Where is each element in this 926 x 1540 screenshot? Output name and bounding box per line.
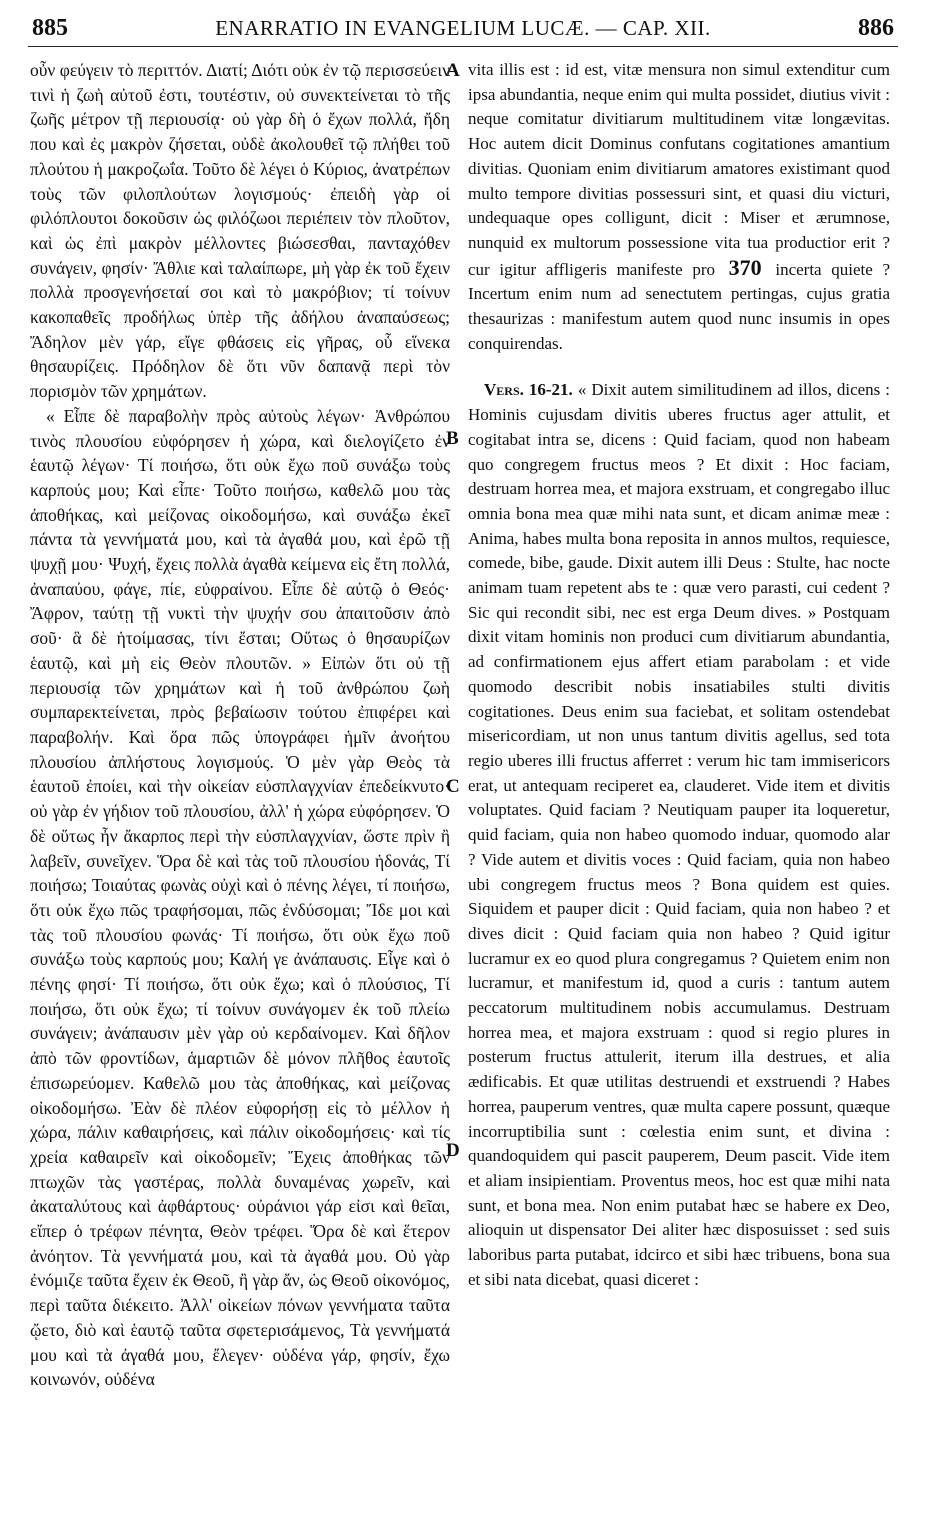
section-marker-d: D <box>446 1140 460 1161</box>
page-number-left: 885 <box>32 15 68 41</box>
greek-column <box>30 58 450 1392</box>
section-marker-b: B <box>446 428 459 449</box>
greek-paragraph-2: « Εἶπε δὲ παραβολὴν πρὸς αὐτοὺς λέγων· Ἀνθρώπου τινὸς πλουσίου εὐφόρησεν ἡ χώρα, καὶ διελογίζετο ἐν ἑαυτῷ λέγων· Τί ποιήσω, ὅτι οὐκ ἔχω ποῦ συνάξω τοὺς καρπούς μου; Καὶ εἶπε· Τοῦτο ποιήσω, καθελῶ μου τὰς ἀποθήκας, καὶ μείζονας οἰκοδομήσω, καὶ συνάξω ἐκεῖ πάντα τὰ γεννήματά μου, καὶ τὰ ἀγαθά μου, καὶ ἐρῶ τῇ ψυχῇ μου· Ψυχή, ἔχεις πολλὰ ἀγαθὰ κείμενα εἰς ἔτη πολλά, ἀναπαύου, φάγε, πίε, εὐφραίνου. Εἶπε δὲ αὐτῷ ὁ Θεός· Ἄφρον, ταύτῃ τῇ νυκτὶ τὴν ψυχήν σου ἀπαιτοῦσιν ἀπὸ σοῦ· ἃ δὲ ἡτοίμασας, τίνι ἔσται; Οὕτως ὁ θησαυρίζων ἑαυτῷ, καὶ μὴ εἰς Θεὸν πλουτῶν. » Εἰπὼν ὅτι οὐ τῇ περιουσίᾳ τῶν χρημάτων καὶ ἡ τοῦ ἀνθρώπου ζωὴ συμπαρεκτείνεται, πρὸς βεβαίωσιν τούτου ἐπιφέρει καὶ παραβολήν. Καὶ ὅρα πῶς ὑπογράφει ἡμῖν ἀνοήτου πλουσίου ἀπλήστους λογισμούς. Ὁ μὲν γὰρ Θεὸς τὰ ἑαυτοῦ ἐποίει, καὶ τὴν οἰκείαν εὐσπλαγχνίαν ἐπεδείκνυτο· οὐ γὰρ ἐν γήδιον τοῦ πλουσίου, ἀλλ' ἡ χώρα εὐφόρησεν. Ὁ δὲ οὕτως ἦν ἄκαρπος περὶ τὴν εὐσπλαγχνίαν, ὥστε πρὶν ἢ λαβεῖν, συνεῖχεν. Ὅρα δὲ καὶ τὰς τοῦ πλουσίου ἡδονάς, Τί ποιήσω; Τοιαύτας φωνὰς οὐχὶ καὶ ὁ πένης λέγει, τί ποιήσω, ὅτι οὐκ ἔχω πῶς τραφήσομαι, πῶς ἐνδύσομαι; Ἴδε μοι καὶ τὰς τοῦ πλουσίου φωνάς· Τί ποιήσω, ὅτι οὐκ ἔχω ποῦ συνάξω τοὺς καρπούς μου; Καλή γε ἀνάπαυσις. Εἶγε καὶ ὁ πένης φησί· Τί ποιήσω, ὅτι οὐκ ἔχω; καὶ ὁ πλούσιος, Τί ποιήσω, ὅτι οὐκ ἔχω; τί τοίνυν συνάγομεν ἐκ τοῦ πλείω συνάγειν; ἀνάπαυσιν μὲν γὰρ οὐ κερδαίνομεν. Καὶ δῆλον ἀπὸ τῶν φροντίδων, ἁμαρτιῶν δὲ μόνον πλῆθος ἑαυτοῖς ἐπισωρεύομεν. Καθελῶ μου τὰς ἀποθήκας, καὶ μείζονας οἰκοδομήσω. Ἐὰν δὲ πλέον εὐφορήσῃ εἰς τὸ μέλλον ἡ χώρα, πάλιν καθαιρήσεις, καὶ πάλιν οἰκοδομήσεις· καὶ τίς χρεία καθαιρεῖν καὶ οἰκοδομεῖν; Ἔχεις ἀποθήκας τῶν πτωχῶν τὰς γαστέρας, πολλὰ δυναμένας χωρεῖν, καὶ ἀκαταλύτους καὶ ἀφθάρτους· οὐράνιοι γάρ εἰσι καὶ θεῖαι, εἴπερ ὁ τρέφων πένητα, Θεὸν τρέφει. Ὅρα δὲ καὶ ἕτερον ἀνόητον. Τὰ γεννήματά μου, καὶ τὰ ἀγαθά μου. Οὐ γὰρ ἐνόμιζε ταῦτα ἔχειν ἐκ Θεοῦ, ἢ γὰρ ἄν, ὡς Θεοῦ οἰκονόμος, περὶ ταῦτα διέκειτο. Ἀλλ' οἰκείων πόνων γεννήματα ταῦτα ᾤετο, διὸ καὶ ἑαυτῷ ταῦτα σφετερισάμενος, Τὰ γεννήματά μου καὶ τὰ ἀγαθά μου, ἔλεγεν· οὐδένα γάρ, φησίν, ἔχω κοινωνόν, οὐδένα <box>30 405 450 1390</box>
latin-paragraph-2-text: « Dixit autem similitudinem ad illos, dicens : Hominis cujusdam divitis uberes fructus ager attulit, et cogitabat intra se, dicens : Quid faciam, quod non habeam quo congregem fructus meos ? Et dixit : Hoc faciam, destruam horrea mea, et majora exstruam, et congregabo illuc omnia bona mea quæ mihi nata sunt, et dicam animæ meæ : Anima, habes multa bona reposita in annos multos, requiesce, comede, bibe, gaude. Dixit autem illi Deus : Stulte, hac nocte animam tuam repetent abs te : quæ vero parasti, cui cedent ? Sic qui recondit sibi, nec est erga Deum dives. » Postquam dixit vitam hominis non produci cum divitiarum abundantia, ad confirmationem ejus affert etiam parabolam : et vide quomodo describit nobis insatiabiles stulti divitis cogitationes. Deus enim sua faciebat, et solitam ostendebat misericordiam, ut non unus tantum divitis agellus, sed tota regio uberes illi fructus afferret : verum hic tam immisericors erat, ut antequam reciperet ea, clauderet. Vide item et divitis voluptates. Quid faciam ? Neutiquam pauper ita loqueretur, quid faciam, quia non habeo quomodo induar, quomodo alar ? Vide autem et divitis voces : Quid faciam, quia non habeo ubi congregem fructus meos ? Bona quidem est quies. Siquidem et pauper dicit : Quid faciam, quia non habeo ? et dives dicit : Quid faciam quia non habeo ? Quid igitur lucramur ex eo quod plura congregamus ? Quietem enim non lucramur, et manifestum id, quod a curis : tantum autem peccatorum multitudinem nobis accumulamus. Destruam horrea mea, et majora exstruam : quod si regio plures in posterum fructus attulerit, iterum illa destrues, et alia ædificabis. Et quæ utilitas destruendi et exstruendi ? Habes horrea, pauperum ventres, quæ multa capere possunt, quæque incorruptibilia sunt : cœlestia enim sunt, et divina : quandoquidem qui pascit pauperem, Deum pascit. Vide item et aliam insipientiam. Proventus meos, hoc est quæ mihi nata sunt, et bona mea. Non enim putabat hæc se habere ex Deo, alioquin ut dispensator Dei aliter hæc disposuisset : sed suis laboribus parta putabat, idcirco et sibi hæc tribuens, bona sua et sibi nata dicebat, quasi diceret : <box>468 380 890 1289</box>
section-marker-a: A <box>446 60 460 81</box>
page-header <box>28 6 898 47</box>
latin-paragraph-1b: incerta quiete ? Incertum enim num ad senectutem pertingas, cujus gratia thesaurizas : manifestum autem quod nunc insumis in opes conquirendas. <box>468 259 891 353</box>
running-title: ENARRATIO IN EVANGELIUM LUCÆ. — CAP. XII. <box>215 16 711 40</box>
greek-paragraph-1: οὖν φεύγειν τὸ περιττόν. Διατί; Διότι οὐκ ἐν τῷ περισσεύειν τινὶ ἡ ζωὴ αὐτοῦ ἐστι, τουτέστιν, οὐ συνεκτείνεται τὸ τῆς ζωῆς μέτρον τῇ περιουσίᾳ· οὐ γὰρ δὴ ὁ ἔχων πολλά, ἤδη που καὶ ἐς μακρὸν ζήσεται, οὐδὲ ἀκολουθεῖ τῷ πλήθει τοῦ πλούτου ἡ μακροζωΐα. Τοῦτο δὲ λέγει ὁ Κύριος, ἀνατρέπων τοὺς τῶν φιλοπλούτων λογισμούς· ἐπειδὴ γὰρ οἱ φιλόπλουτοι δοκοῦσιν ὡς φιλόζωοι περιέπειν τὸν πλοῦτον, καὶ ὡς ἐπὶ μακρὸν μέλλοντες βιώσεσθαι, πανταχόθεν συνάγειν, φησίν· Ἄθλιε καὶ ταλαίπωρε, μὴ γὰρ ἐκ τοῦ ἔχειν πολλὰ προσγενήσεταί σοι καὶ τὸ μακρόβιον; τί τοίνυν κακοπαθεῖς προδήλως ὑπὲρ τῆς ἀδήλου ἀναπαύσεως; Ἄδηλον μὲν γάρ, εἴγε φθάσεις εἰς γῆρας, οὗ εἵνεκα θησαυρίζεις. Πρόδηλον δὲ ὅτι νῦν δαπανᾷ περὶ τὸν πορισμὸν τῶν χρημάτων. <box>30 60 450 402</box>
latin-paragraph-1a: vita illis est : id est, vitæ mensura non simul extenditur cum ipsa abundantia, neque enim qui multa possidet, diutius vivit : neque comitatur divitiarum multitudinem vitæ longævitas. Hoc autem dicit Dominus confutans cogitationes amantium divitias. Quoniam enim divitiarum amatores existimant quod multo tempore divitias possessuri sint, et quasi diu victuri, undequaque opes colligunt, dicit : Miser et ærumnose, nunquid ex multorum possessione vita tua productior erit ? cur igitur affligeris manifeste pro <box>468 60 890 279</box>
latin-column <box>468 58 890 1292</box>
section-marker-c: C <box>446 776 460 797</box>
page-number-right: 886 <box>858 15 894 41</box>
latin-paragraph-2 <box>468 378 890 1292</box>
column-number: 370 <box>728 254 762 280</box>
latin-paragraph-1 <box>468 58 890 356</box>
verse-reference: Vers. 16-21. <box>484 380 573 400</box>
